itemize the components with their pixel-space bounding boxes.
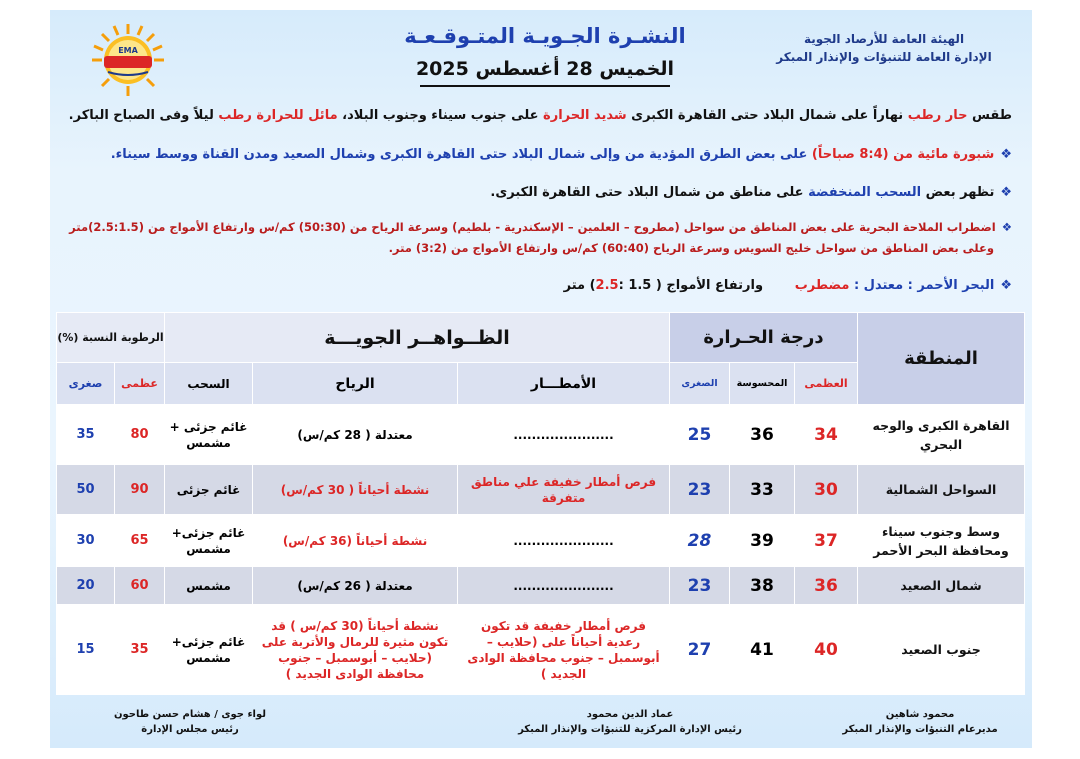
header-humidity: الرطوبة النسبة (%) bbox=[57, 313, 165, 363]
rain-cell: ...................... bbox=[458, 567, 670, 605]
wind-cell: معتدلة ( 26 كم/س) bbox=[253, 567, 458, 605]
wind-cell: نشطة أحياناً (36 كم/س) bbox=[253, 515, 458, 567]
clouds-cell: غائم جزئى + مشمس bbox=[165, 405, 253, 465]
header-wind: الرياح bbox=[253, 363, 458, 405]
header-humidity-max: عظمى bbox=[115, 363, 165, 405]
signature-title: رئيس الإدارة المركزية للتنبؤات والإنذار المبكر bbox=[518, 724, 742, 735]
summary-line-4b: وعلى بعض المناطق من سواحل خليج السويس وسرعة الرياح (60:40) كم/س وارتفاع الأمواج من (3:2) متر. bbox=[388, 241, 994, 255]
humidity-max-cell: 60 bbox=[115, 567, 165, 605]
bulletin-sheet bbox=[50, 10, 1032, 748]
table-row bbox=[57, 465, 1025, 515]
rain-cell: ...................... bbox=[458, 515, 670, 567]
feels-like-cell: 39 bbox=[730, 515, 795, 567]
min-temp-cell: 23 bbox=[670, 567, 730, 605]
rain-cell: ...................... bbox=[458, 405, 670, 465]
feels-like-cell: 33 bbox=[730, 465, 795, 515]
humidity-min-cell: 30 bbox=[57, 515, 115, 567]
diamond-bullet-icon: ❖ bbox=[1000, 185, 1012, 200]
humidity-min-cell: 35 bbox=[57, 405, 115, 465]
signature-name: عماد الدين محمود bbox=[586, 709, 674, 720]
date-underline bbox=[420, 85, 670, 87]
summary-line-3: ❖تظهر بعض السحب المنخفضة على مناطق من شمال البلاد حتى القاهرة الكبرى. bbox=[490, 185, 1012, 200]
header-rain: الأمطـــار bbox=[458, 363, 670, 405]
header-max-temp: العظمى bbox=[795, 363, 858, 405]
humidity-min-cell: 50 bbox=[57, 465, 115, 515]
humidity-max-cell: 80 bbox=[115, 405, 165, 465]
wind-cell: نشطة أحياناً ( 30 كم/س) bbox=[253, 465, 458, 515]
wind-cell: نشطة أحياناً (30 كم/س ) قد تكون مثيرة للرمال والأتربة على (حلايب – أبوسمبل – جنوب محافظة الوادى الجديد ) bbox=[253, 605, 458, 695]
min-temp-cell: 25 bbox=[670, 405, 730, 465]
max-temp-cell: 30 bbox=[795, 465, 858, 515]
signature-left bbox=[90, 707, 290, 737]
region-cell: القاهرة الكبرى والوجه البحري bbox=[858, 405, 1025, 465]
summary-line-4a: ❖اضطراب الملاحة البحرية على بعض المناطق من سواحل (مطروح – العلمين – الإسكندرية - بلطيم) وسرعة الرياح من (50:30) كم/س وارتفاع الأمواج من (2.5:1.5)متر bbox=[69, 220, 1012, 234]
max-temp-cell: 34 bbox=[795, 405, 858, 465]
clouds-cell: مشمس bbox=[165, 567, 253, 605]
summary-line-2: ❖شبورة مائية من (8:4 صباحاً) على بعض الطرق المؤدية من وإلى شمال البلاد حتى القاهرة الكبرى وشمال الصعيد ومدن القناة ووسط سيناء. bbox=[110, 147, 1012, 162]
ema-logo bbox=[90, 22, 166, 98]
header-clouds: السحب bbox=[165, 363, 253, 405]
humidity-min-cell: 15 bbox=[57, 605, 115, 695]
rain-cell: فرص أمطار خفيفة قد تكون رعدية أحياناً على (حلايب – أبوسمبل – جنوب محافظة الوادى الجديد ) bbox=[458, 605, 670, 695]
bulletin-title: النشـرة الجـويـة المتـوقـعـة bbox=[404, 24, 686, 48]
feels-like-cell: 36 bbox=[730, 405, 795, 465]
max-temp-cell: 37 bbox=[795, 515, 858, 567]
org-line-1: الهيئة العامة للأرصاد الجوية bbox=[803, 32, 965, 46]
signature-name: لواء جوى / هشام حسن طاحون bbox=[113, 709, 267, 720]
rain-cell: فرص أمطار خفيفة علي مناطق متفرقة bbox=[458, 465, 670, 515]
bulletin-date: الخميس 28 أغسطس 2025 bbox=[415, 58, 675, 80]
signature-center bbox=[510, 707, 750, 737]
forecast-table bbox=[56, 312, 1025, 695]
wind-cell: معتدلة ( 28 كم/س) bbox=[253, 405, 458, 465]
region-cell: وسط وجنوب سيناء ومحافظة البحر الأحمر bbox=[858, 515, 1025, 567]
max-temp-cell: 36 bbox=[795, 567, 858, 605]
region-cell: جنوب الصعيد bbox=[858, 605, 1025, 695]
humidity-max-cell: 90 bbox=[115, 465, 165, 515]
header-min-temp: الصغرى bbox=[670, 363, 730, 405]
summary-line-5: ❖البحر الأحمر : معتدل : مضطرب وارتفاع الأمواج ( 1.5 :2.5) متر bbox=[563, 278, 1012, 293]
diamond-bullet-icon: ❖ bbox=[1000, 147, 1012, 162]
feels-like-cell: 41 bbox=[730, 605, 795, 695]
max-temp-cell: 40 bbox=[795, 605, 858, 695]
table-row bbox=[57, 567, 1025, 605]
diamond-bullet-icon: ❖ bbox=[1001, 220, 1012, 234]
header-weather: الظــواهــر الجويـــة bbox=[165, 313, 670, 363]
header-feels-like: المحسوسة bbox=[730, 363, 795, 405]
organization-name bbox=[754, 30, 1014, 66]
region-cell: شمال الصعيد bbox=[858, 567, 1025, 605]
svg-text:EMA: EMA bbox=[118, 46, 138, 55]
org-line-2: الإدارة العامة للتنبؤات والإنذار المبكر bbox=[776, 50, 992, 64]
humidity-max-cell: 65 bbox=[115, 515, 165, 567]
region-cell: السواحل الشمالية bbox=[858, 465, 1025, 515]
humidity-max-cell: 35 bbox=[115, 605, 165, 695]
signature-name: محمود شاهين bbox=[885, 709, 955, 720]
header-region: المنطقة bbox=[858, 313, 1025, 405]
signature-title: مديرعام التنبؤات والإنذار المبكر bbox=[842, 724, 998, 735]
signature-title: رئيس مجلس الإدارة bbox=[141, 724, 239, 735]
humidity-min-cell: 20 bbox=[57, 567, 115, 605]
signature-right bbox=[830, 707, 1010, 737]
clouds-cell: غائم جزئى bbox=[165, 465, 253, 515]
min-temp-cell: 28 bbox=[670, 515, 730, 567]
min-temp-cell: 23 bbox=[670, 465, 730, 515]
table-row bbox=[57, 605, 1025, 695]
clouds-cell: غائم جزئى+ مشمس bbox=[165, 515, 253, 567]
clouds-cell: غائم جزئى+ مشمس bbox=[165, 605, 253, 695]
header-temperature: درجة الحـرارة bbox=[670, 313, 858, 363]
feels-like-cell: 38 bbox=[730, 567, 795, 605]
summary-line-1: طقس حار رطب نهاراً على شمال البلاد حتى القاهرة الكبرى شديد الحرارة على جنوب سيناء وجنوب البلاد، مائل للحرارة رطب ليلاً وفى الصباح الباكر. bbox=[68, 108, 1012, 123]
table-row bbox=[57, 405, 1025, 465]
diamond-bullet-icon: ❖ bbox=[1000, 278, 1012, 293]
table-row bbox=[57, 515, 1025, 567]
min-temp-cell: 27 bbox=[670, 605, 730, 695]
header-humidity-min: صغرى bbox=[57, 363, 115, 405]
